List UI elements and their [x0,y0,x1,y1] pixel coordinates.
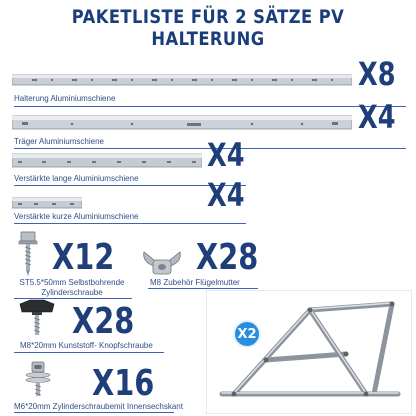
wing-nut-icon [140,248,184,278]
qty-kurze: X4 [207,176,245,214]
qty-traeger: X4 [358,98,396,136]
lange-rail-image [12,152,202,170]
halterung-rail-image [12,72,352,88]
underline-knob-screw [14,352,164,353]
underline-halterung [14,106,406,107]
label-self-drilling-screw-line1: ST5.5*50mm Selbstbohrende [19,278,125,287]
qty-self-drilling-screw: X12 [52,237,115,278]
qty-halterung: X8 [358,55,396,93]
page-title: PAKETLISTE FÜR 2 SÄTZE PV HALTERUNG [71,6,345,50]
knob-screw-icon [16,298,58,338]
label-lange: Verstärkte lange Aluminiumschiene [14,174,139,183]
traeger-rail-image [12,114,352,132]
label-halterung: Halterung Aluminiumschiene [14,94,116,103]
underline-kurze [14,223,246,224]
label-traeger: Träger Aluminiumschiene [14,137,104,146]
label-knob-screw: M8*20mm Kunststoff- Knopfschraube [20,341,153,350]
hex-socket-screw-icon [16,360,60,400]
label-self-drilling-screw-line2: Zylinderschraube [41,287,103,297]
qty-lange: X4 [207,136,245,174]
label-hex-socket-screw: M6*20mm Zylinderschraubemit Innensechskant [14,402,183,411]
kurze-rail-image [12,196,82,210]
qty-hex-socket-screw: X16 [92,363,155,404]
self-drilling-screw-icon [18,230,38,276]
assembled-bracket-image [206,290,412,414]
label-self-drilling-screw [12,278,132,297]
label-wing-nut: M8 Zubehör Flügelmutter [150,278,240,287]
underline-hex-socket-screw [14,412,174,413]
underline-wing-nut [148,288,258,289]
qty-wing-nut: X28 [196,237,259,278]
label-kurze: Verstärkte kurze Aluminiumschiene [14,212,139,221]
kit-count-badge: X2 [233,320,261,348]
qty-knob-screw: X28 [72,301,135,342]
